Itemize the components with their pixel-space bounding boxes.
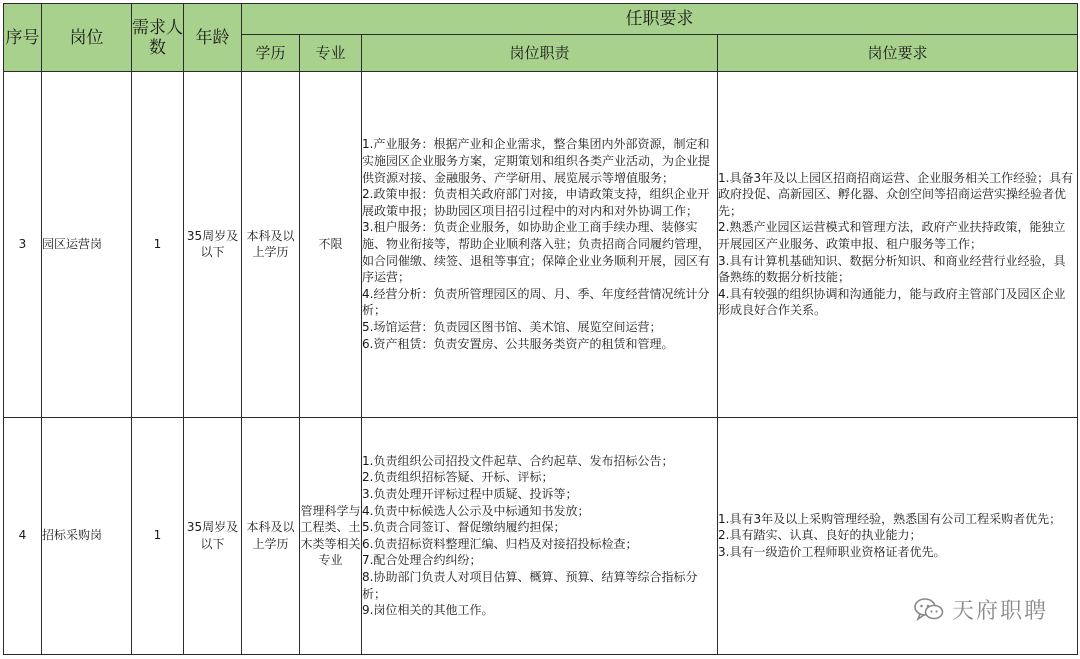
cell-headcount: 1: [132, 72, 184, 418]
header-headcount: 需求人数: [132, 4, 184, 72]
cell-age: 35周岁及以下: [184, 72, 242, 418]
duty-item: 7.配合处理合约纠纷；: [362, 553, 482, 568]
header-age: 年龄: [184, 4, 242, 72]
header-education: 学历: [242, 35, 300, 72]
duty-item: 4.经营分析：负责所管理园区的周、月、季、年度经营情况统计分析；: [362, 286, 710, 318]
watermark: [914, 594, 1048, 625]
duty-item: 1.负责组织公司招投文件起草、合约起草、发布招标公告；: [362, 453, 674, 468]
table-row: [4, 72, 1078, 418]
requirement-item: 1.具备3年及以上园区招商招商运营、企业服务相关工作经验；具有政府投促、高新园区、孵化器、众创空间等招商运营实操经验者优先；: [718, 170, 1074, 218]
job-requirements-table: [3, 3, 1078, 655]
duty-item: 6.负责招标资料整理汇编、归档及对接招投标检查；: [362, 536, 638, 551]
duty-item: 1.产业服务：根据产业和企业需求，整合集团内外部资源，制定和实施园区企业服务方案，定期策划和组织各类产业活动，为企业提供资源对接、金融服务、产学研用、展览展示等增值服务；: [362, 137, 711, 185]
cell-duties: [362, 417, 718, 654]
duty-item: 2.政策申报：负责相关政府部门对接，申请政策支持，组织企业开展政策申报；协助园区项目招引过程中的对内和对外协调工作；: [362, 187, 710, 218]
cell-headcount: 1: [132, 417, 184, 654]
cell-seq: 3: [4, 72, 42, 418]
requirement-item: 4.具有较强的组织协调和沟通能力，能与政府主管部门及园区企业形成良好合作关系。: [718, 286, 1066, 318]
cell-major: 管理科学与工程类、土木类等相关专业: [300, 417, 362, 654]
header-requirements-group: 任职要求: [242, 4, 1078, 35]
duty-item: 2.负责组织招标答疑、开标、评标；: [362, 470, 554, 485]
duty-item: 5.负责合同签订、督促缴纳履约担保；: [362, 520, 566, 535]
header-duties: 岗位职责: [362, 35, 718, 72]
cell-requirements: [718, 72, 1078, 418]
cell-age: 35周岁及以下: [184, 417, 242, 654]
requirement-item: 3.具有一级造价工程师职业资格证者优先。: [718, 545, 946, 560]
cell-position: 园区运营岗: [42, 72, 132, 418]
requirement-item: 1.具有3年及以上采购管理经验，熟悉国有公司工程采购者优先；: [718, 511, 1062, 526]
duty-item: 6.资产租赁：负责安置房、公共服务类资产的租赁和管理。: [362, 336, 674, 351]
requirement-item: 3.具有计算机基础知识、数据分析知识、和商业经营行业经验，具备熟练的数据分析技能；: [718, 253, 1066, 285]
header-position: 岗位: [42, 4, 132, 72]
wechat-icon: [914, 597, 944, 623]
header-seq: 序号: [4, 4, 42, 72]
header-major: 专业: [300, 35, 362, 72]
cell-education: 本科及以上学历: [242, 417, 300, 654]
header-requirements: 岗位要求: [718, 35, 1078, 72]
duty-item: 4.负责中标候选人公示及中标通知书发放；: [362, 503, 590, 518]
duty-item: 5.场馆运营：负责园区图书馆、美术馆、展览空间运营；: [362, 319, 662, 334]
requirement-item: 2.熟悉产业园区运营模式和管理方法，政府产业扶持政策，能独立开展园区产业服务、政策申报、租户服务等工作；: [718, 220, 1066, 251]
cell-seq: 4: [4, 417, 42, 654]
cell-duties: [362, 72, 718, 418]
requirement-item: 2.具有踏实、认真、良好的执业能力；: [718, 528, 922, 543]
duty-item: 8.协助部门负责人对项目估算、概算、预算、结算等综合指标分析；: [362, 569, 698, 601]
cell-position: 招标采购岗: [42, 417, 132, 654]
duty-item: 3.负责处理开评标过程中质疑、投诉等；: [362, 487, 578, 501]
watermark-text: 天府职聘: [951, 599, 1048, 624]
duty-item: 3.租户服务：负责企业服务，如协助企业工商手续办理、装修实施、物业衔接等，帮助企业顺利落入驻；负责招商合同履约管理，如合同催缴、续签、退租等事宜；保障企业业务顺利开展，园区有序运营；: [362, 220, 711, 285]
cell-education: 本科及以上学历: [242, 72, 300, 418]
duty-item: 9.岗位相关的其他工作。: [362, 603, 494, 618]
cell-major: 不限: [300, 72, 362, 418]
